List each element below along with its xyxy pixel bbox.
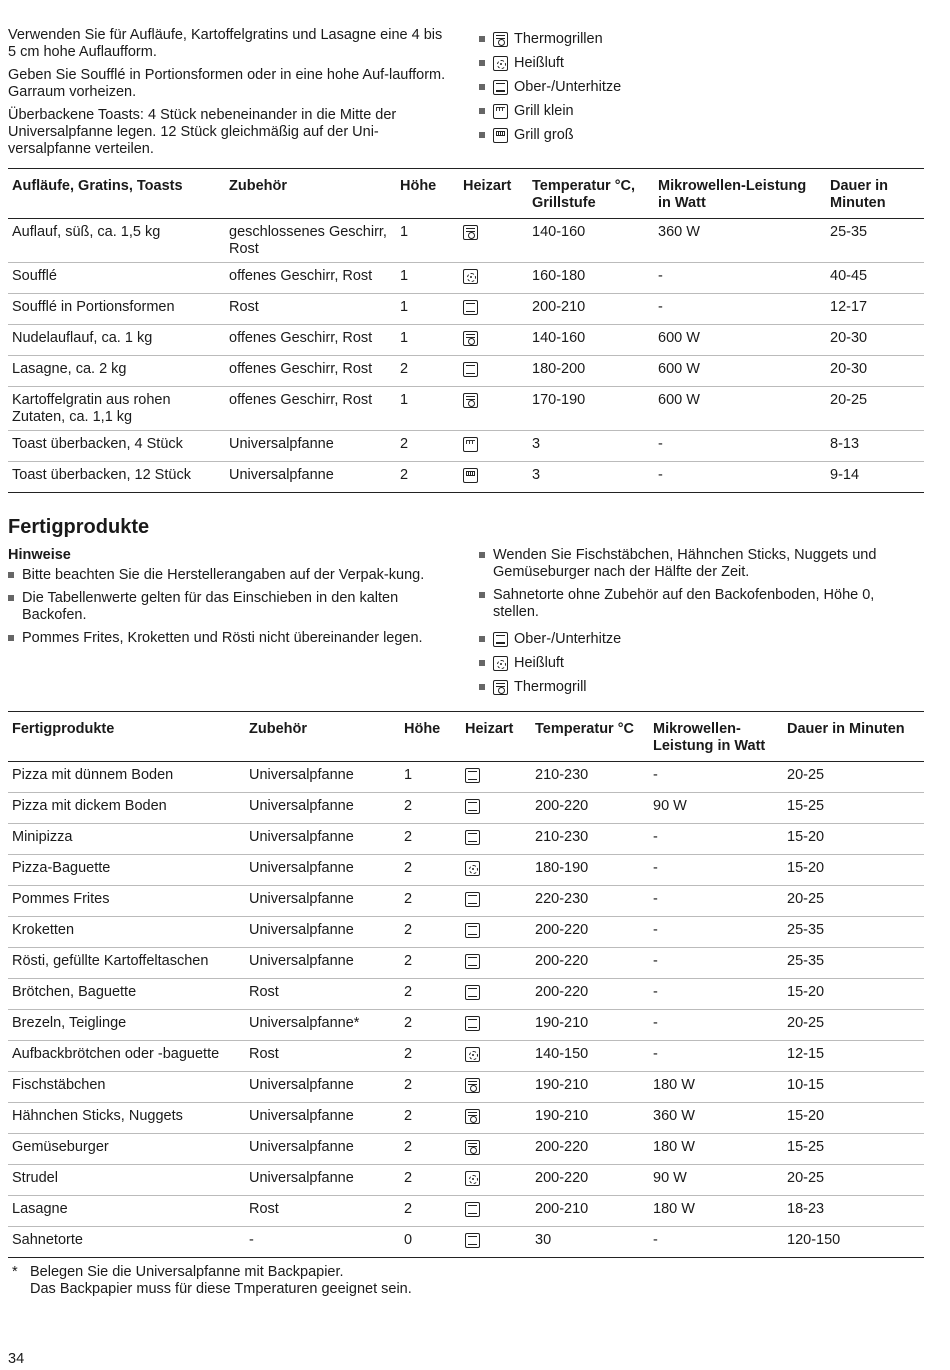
bullet-square-icon (479, 108, 485, 114)
note-text: Die Tabellenwerte gelten für das Einschieben in den kalten Backofen. (22, 590, 399, 623)
table-row (8, 948, 924, 979)
table-cell: 200-210 (528, 294, 654, 325)
table-cell: Universalpfanne (245, 824, 400, 855)
table-cell: Gemüseburger (8, 1134, 245, 1165)
table-row (8, 294, 924, 325)
table-cell: Pizza mit dickem Boden (8, 793, 245, 824)
table-cell: Pommes Frites (8, 886, 245, 917)
table-cell: 210-230 (531, 824, 649, 855)
grill-klein-icon (493, 104, 508, 119)
note-item (479, 547, 919, 581)
note-item (479, 587, 919, 621)
heating-mode-cell (461, 793, 531, 824)
thermogrill-icon (493, 32, 508, 47)
heissluft-icon (465, 1047, 480, 1062)
table-cell: geschlossenes Geschirr, Rost (225, 219, 396, 263)
table-cell: 20-25 (826, 387, 924, 431)
table-cell: 360 W (649, 1103, 783, 1134)
heating-mode-cell (461, 1010, 531, 1041)
table-cell: 140-150 (531, 1041, 649, 1072)
ober-unterhitze-icon (465, 892, 480, 907)
heating-mode-cell (461, 1165, 531, 1196)
notes-title: Hinweise (8, 547, 71, 563)
table-cell: 1 (400, 762, 461, 793)
ober-unterhitze-icon (493, 80, 508, 95)
grill-gross-icon (463, 468, 478, 483)
bullet-square-icon (479, 552, 485, 558)
legend-label: Thermogrillen (514, 30, 603, 47)
column-header: Höhe (396, 169, 459, 219)
table-cell: Fischstäbchen (8, 1072, 245, 1103)
heissluft-icon (463, 269, 478, 284)
table-cell: - (649, 824, 783, 855)
table-cell: 20-25 (783, 1010, 924, 1041)
footnote-line: Belegen Sie die Universalpfanne mit Backpapier. (30, 1264, 344, 1280)
table-cell: Universalpfanne (245, 793, 400, 824)
table-cell: Lasagne, ca. 2 kg (8, 356, 225, 387)
table-cell: Brötchen, Baguette (8, 979, 245, 1010)
table-cell: Universalpfanne (245, 1134, 400, 1165)
heissluft-icon (465, 861, 480, 876)
table-cell: 12-15 (783, 1041, 924, 1072)
table-cell: - (654, 462, 826, 493)
table-row (8, 462, 924, 493)
intro-paragraph: Überbackene Toasts: 4 Stück nebeneinander in die Mitte der Universalpfanne legen. 12 Stück gleichmäßig auf der Uni-versalpfanne verteilen. (8, 107, 397, 157)
grill-gross-icon (493, 128, 508, 143)
table-cell: - (654, 294, 826, 325)
page (8, 0, 924, 1298)
page-number: 34 (8, 1351, 25, 1367)
table-cell: offenes Geschirr, Rost (225, 263, 396, 294)
table-row (8, 1072, 924, 1103)
column-header: Heizart (461, 712, 531, 762)
table-cell: offenes Geschirr, Rost (225, 356, 396, 387)
table-cell: 190-210 (531, 1072, 649, 1103)
table-cell: 2 (400, 793, 461, 824)
table-cell: 2 (400, 1165, 461, 1196)
table-cell: 90 W (649, 1165, 783, 1196)
thermogrill-icon (463, 393, 478, 408)
legend-label: Thermogrill (514, 678, 587, 695)
ober-unterhitze-icon (463, 300, 478, 315)
table-cell: 3 (528, 431, 654, 462)
legend-label: Ober-/Unterhitze (514, 630, 622, 647)
table-cell: 200-220 (531, 917, 649, 948)
heating-mode-cell (461, 1072, 531, 1103)
table-cell: Rost (245, 979, 400, 1010)
table-row (8, 917, 924, 948)
table-cell: 12-17 (826, 294, 924, 325)
table-cell: 20-25 (783, 762, 924, 793)
table-cell: 180 W (649, 1072, 783, 1103)
table-cell: 9-14 (826, 462, 924, 493)
table-cell: 1 (396, 294, 459, 325)
ober-unterhitze-icon (465, 830, 480, 845)
footnote-line: Das Backpapier muss für diese Tmperaturen geeignet sein. (30, 1281, 412, 1297)
heating-mode-cell (459, 387, 528, 431)
table-cell: - (649, 979, 783, 1010)
bullet-square-icon (479, 36, 485, 42)
table-row (8, 356, 924, 387)
table-cell: Rost (245, 1041, 400, 1072)
heating-mode-cell (459, 263, 528, 294)
table-cell: 30 (531, 1227, 649, 1258)
table-cell: 1 (396, 387, 459, 431)
table-cell: Rost (225, 294, 396, 325)
table-cell: - (654, 263, 826, 294)
table-cell: 2 (400, 1196, 461, 1227)
table-cell: 3 (528, 462, 654, 493)
table-cell: 600 W (654, 325, 826, 356)
legend-item (479, 75, 621, 99)
heating-mode-cell (461, 824, 531, 855)
table-cell: 2 (396, 356, 459, 387)
ober-unterhitze-icon (465, 1016, 480, 1031)
note-item (8, 567, 448, 584)
table-cell: 140-160 (528, 219, 654, 263)
table-row (8, 1196, 924, 1227)
legend-label: Heißluft (514, 654, 564, 671)
table-cell: 190-210 (531, 1103, 649, 1134)
table-cell: 360 W (654, 219, 826, 263)
ober-unterhitze-icon (463, 362, 478, 377)
ober-unterhitze-icon (465, 1233, 480, 1248)
table-cell: 210-230 (531, 762, 649, 793)
table-cell: - (649, 1227, 783, 1258)
table-cell: 2 (400, 1072, 461, 1103)
table-cell: 200-210 (531, 1196, 649, 1227)
heating-mode-cell (459, 356, 528, 387)
table-row (8, 263, 924, 294)
table-cell: 180 W (649, 1196, 783, 1227)
heating-mode-cell (459, 462, 528, 493)
table-cell: Universalpfanne (245, 855, 400, 886)
table-cell: Universalpfanne (225, 462, 396, 493)
table-cell: 20-30 (826, 325, 924, 356)
table-cell: Aufbackbrötchen oder -baguette (8, 1041, 245, 1072)
table-cell: offenes Geschirr, Rost (225, 387, 396, 431)
heating-mode-cell (461, 1196, 531, 1227)
table-cell: 180-190 (531, 855, 649, 886)
column-header: Dauer in Minuten (826, 169, 924, 219)
table-cell: Universalpfanne (245, 1103, 400, 1134)
table-cell: Rost (245, 1196, 400, 1227)
table-cell: 190-210 (531, 1010, 649, 1041)
intro-paragraph: Geben Sie Soufflé in Portionsformen oder in eine hohe Auf-laufform. Garraum vorheizen. (8, 67, 446, 100)
table-cell: 200-220 (531, 793, 649, 824)
heating-mode-cell (459, 431, 528, 462)
note-item (8, 630, 448, 647)
section-title: Fertigprodukte (8, 516, 150, 538)
table-row (8, 855, 924, 886)
column-header: Zubehör (245, 712, 400, 762)
ober-unterhitze-icon (493, 632, 508, 647)
table-fertigprodukte (8, 711, 924, 1258)
heating-mode-cell (461, 1134, 531, 1165)
table-cell: 90 W (649, 793, 783, 824)
table-row (8, 824, 924, 855)
heating-mode-cell (461, 1227, 531, 1258)
heating-mode-cell (461, 886, 531, 917)
table-header-row (8, 712, 924, 762)
table-cell: 120-150 (783, 1227, 924, 1258)
heissluft-icon (465, 1171, 480, 1186)
table-cell: Soufflé (8, 263, 225, 294)
table-cell: 8-13 (826, 431, 924, 462)
table-cell: 15-20 (783, 855, 924, 886)
table-cell: 15-25 (783, 1134, 924, 1165)
table-cell: 15-20 (783, 1103, 924, 1134)
table-row (8, 1010, 924, 1041)
table-cell: Universalpfanne (245, 1072, 400, 1103)
table-row (8, 793, 924, 824)
table-row (8, 387, 924, 431)
table-cell: 25-35 (783, 948, 924, 979)
table-cell: Brezeln, Teiglinge (8, 1010, 245, 1041)
bullet-square-icon (8, 572, 14, 578)
notes-left (8, 547, 448, 653)
thermogrill-icon (463, 331, 478, 346)
note-item (8, 590, 448, 624)
table-cell: 180 W (649, 1134, 783, 1165)
table-cell: 15-25 (783, 793, 924, 824)
thermogrill-icon (465, 1140, 480, 1155)
heating-mode-cell (461, 1103, 531, 1134)
table-cell: Universalpfanne (245, 948, 400, 979)
column-header: Fertigprodukte (8, 712, 245, 762)
table-cell: 25-35 (826, 219, 924, 263)
legend-item (479, 651, 919, 675)
note-text: Sahnetorte ohne Zubehör auf den Backofenboden, Höhe 0, stellen. (493, 587, 875, 620)
column-header: Temperatur °C (531, 712, 649, 762)
table-cell: 40-45 (826, 263, 924, 294)
table-cell: Kroketten (8, 917, 245, 948)
table-row (8, 979, 924, 1010)
bullet-square-icon (479, 84, 485, 90)
column-header: Aufläufe, Gratins, Toasts (8, 169, 225, 219)
table-header-row (8, 169, 924, 219)
table-cell: Rösti, gefüllte Kartoffeltaschen (8, 948, 245, 979)
note-text: Pommes Frites, Kroketten und Rösti nicht übereinander legen. (22, 630, 423, 646)
table-row (8, 1165, 924, 1196)
column-header: Dauer in Minuten (783, 712, 924, 762)
heissluft-icon (493, 656, 508, 671)
heating-mode-cell (459, 219, 528, 263)
table-cell: Universalpfanne (245, 762, 400, 793)
table-cell: 2 (400, 917, 461, 948)
table-cell: Lasagne (8, 1196, 245, 1227)
table-cell: 200-220 (531, 1134, 649, 1165)
heating-mode-cell (461, 1041, 531, 1072)
legend-item (479, 27, 621, 51)
grill-klein-icon (463, 437, 478, 452)
table-row (8, 1041, 924, 1072)
table-cell: Universalpfanne (245, 886, 400, 917)
table-cell: 1 (396, 325, 459, 356)
table-cell: 1 (396, 263, 459, 294)
table-cell: Hähnchen Sticks, Nuggets (8, 1103, 245, 1134)
ober-unterhitze-icon (465, 768, 480, 783)
table-cell: 2 (400, 1103, 461, 1134)
heating-mode-cell (461, 762, 531, 793)
ober-unterhitze-icon (465, 1202, 480, 1217)
note-text: Wenden Sie Fischstäbchen, Hähnchen Sticks, Nuggets und Gemüseburger nach der Hälfte der Zeit. (493, 547, 877, 580)
legend-item (479, 99, 621, 123)
table-cell: 10-15 (783, 1072, 924, 1103)
table-cell: 2 (400, 1041, 461, 1072)
table-cell: - (649, 1010, 783, 1041)
table-cell: Kartoffelgratin aus rohen Zutaten, ca. 1,1 kg (8, 387, 225, 431)
table-cell: 2 (400, 886, 461, 917)
intro-text (8, 27, 448, 164)
legend-label: Ober-/Unterhitze (514, 78, 622, 95)
column-header: Mikrowellen-Leistung in Watt (649, 712, 783, 762)
table-cell: - (649, 917, 783, 948)
column-header: Heizart (459, 169, 528, 219)
table-cell: 18-23 (783, 1196, 924, 1227)
table-cell: Universalpfanne* (245, 1010, 400, 1041)
ober-unterhitze-icon (465, 954, 480, 969)
heissluft-icon (493, 56, 508, 71)
bullet-square-icon (479, 132, 485, 138)
legend-item (479, 627, 919, 651)
table-cell: 200-220 (531, 1165, 649, 1196)
table-cell: - (654, 431, 826, 462)
table-cell: 160-180 (528, 263, 654, 294)
table-row (8, 325, 924, 356)
table-cell: 20-25 (783, 886, 924, 917)
table-cell: Pizza-Baguette (8, 855, 245, 886)
legend-item (479, 675, 919, 699)
table-row (8, 1227, 924, 1258)
bullet-square-icon (479, 60, 485, 66)
heating-mode-legend (479, 627, 919, 699)
footnote-marker: * (12, 1264, 18, 1280)
legend-label: Grill groß (514, 126, 574, 143)
table-cell: 220-230 (531, 886, 649, 917)
table-row (8, 219, 924, 263)
thermogrill-icon (493, 680, 508, 695)
bullet-square-icon (479, 592, 485, 598)
table-cell: - (649, 855, 783, 886)
heating-mode-cell (461, 917, 531, 948)
heating-mode-cell (459, 294, 528, 325)
table-cell: 20-25 (783, 1165, 924, 1196)
table-cell: 170-190 (528, 387, 654, 431)
thermogrill-icon (465, 1109, 480, 1124)
legend-item (479, 123, 621, 147)
table-cell: 2 (400, 948, 461, 979)
thermogrill-icon (463, 225, 478, 240)
thermogrill-icon (465, 1078, 480, 1093)
table-auflaeufe (8, 168, 924, 493)
bullet-square-icon (8, 595, 14, 601)
column-header: Zubehör (225, 169, 396, 219)
table-cell: 600 W (654, 356, 826, 387)
ober-unterhitze-icon (465, 923, 480, 938)
table-cell: Universalpfanne (225, 431, 396, 462)
table-cell: 2 (400, 1010, 461, 1041)
table-cell: 140-160 (528, 325, 654, 356)
table-cell: Soufflé in Portionsformen (8, 294, 225, 325)
table-cell: 600 W (654, 387, 826, 431)
table-cell: Sahnetorte (8, 1227, 245, 1258)
table-cell: offenes Geschirr, Rost (225, 325, 396, 356)
table-cell: 2 (400, 979, 461, 1010)
table-cell: - (649, 886, 783, 917)
ober-unterhitze-icon (465, 799, 480, 814)
table-row (8, 1134, 924, 1165)
intro-section (8, 0, 924, 168)
ober-unterhitze-icon (465, 985, 480, 1000)
table-cell: Universalpfanne (245, 1165, 400, 1196)
heating-mode-cell (461, 855, 531, 886)
table-cell: 2 (400, 855, 461, 886)
table-row (8, 1103, 924, 1134)
table-cell: Strudel (8, 1165, 245, 1196)
heating-mode-cell (459, 325, 528, 356)
table-cell: 20-30 (826, 356, 924, 387)
notes-right (479, 547, 919, 699)
legend-item (479, 51, 621, 75)
table-cell: - (245, 1227, 400, 1258)
table-cell: Auflauf, süß, ca. 1,5 kg (8, 219, 225, 263)
table-row (8, 431, 924, 462)
column-header: Höhe (400, 712, 461, 762)
table-row (8, 762, 924, 793)
table-row (8, 886, 924, 917)
heating-mode-cell (461, 948, 531, 979)
table-cell: 200-220 (531, 948, 649, 979)
bullet-square-icon (479, 660, 485, 666)
table-cell: - (649, 1041, 783, 1072)
table-cell: 2 (400, 824, 461, 855)
table-cell: Nudelauflauf, ca. 1 kg (8, 325, 225, 356)
table-cell: 1 (396, 219, 459, 263)
table-cell: 2 (400, 1134, 461, 1165)
bullet-square-icon (479, 636, 485, 642)
table-cell: 0 (400, 1227, 461, 1258)
table-cell: Minipizza (8, 824, 245, 855)
table-cell: - (649, 948, 783, 979)
table-cell: 200-220 (531, 979, 649, 1010)
table-cell: Universalpfanne (245, 917, 400, 948)
table-cell: 15-20 (783, 979, 924, 1010)
table-cell: Toast überbacken, 12 Stück (8, 462, 225, 493)
table-cell: 2 (396, 462, 459, 493)
table-cell: Pizza mit dünnem Boden (8, 762, 245, 793)
heating-mode-legend (479, 27, 621, 147)
table-cell: 180-200 (528, 356, 654, 387)
bullet-square-icon (479, 684, 485, 690)
legend-label: Grill klein (514, 102, 574, 119)
footnote (8, 1264, 924, 1298)
intro-paragraph: Verwenden Sie für Aufläufe, Kartoffelgratins und Lasagne eine 4 bis 5 cm hohe Auflaufform. (8, 27, 443, 60)
legend-label: Heißluft (514, 54, 564, 71)
column-header: Mikrowellen-Leistung in Watt (654, 169, 826, 219)
table-cell: - (649, 762, 783, 793)
note-text: Bitte beachten Sie die Herstellerangaben auf der Verpak-kung. (22, 567, 425, 583)
table-cell: 2 (396, 431, 459, 462)
table-cell: 15-20 (783, 824, 924, 855)
bullet-square-icon (8, 635, 14, 641)
column-header: Temperatur °C, Grillstufe (528, 169, 654, 219)
table-cell: 25-35 (783, 917, 924, 948)
table-cell: Toast überbacken, 4 Stück (8, 431, 225, 462)
notes-section (8, 539, 924, 711)
heating-mode-cell (461, 979, 531, 1010)
